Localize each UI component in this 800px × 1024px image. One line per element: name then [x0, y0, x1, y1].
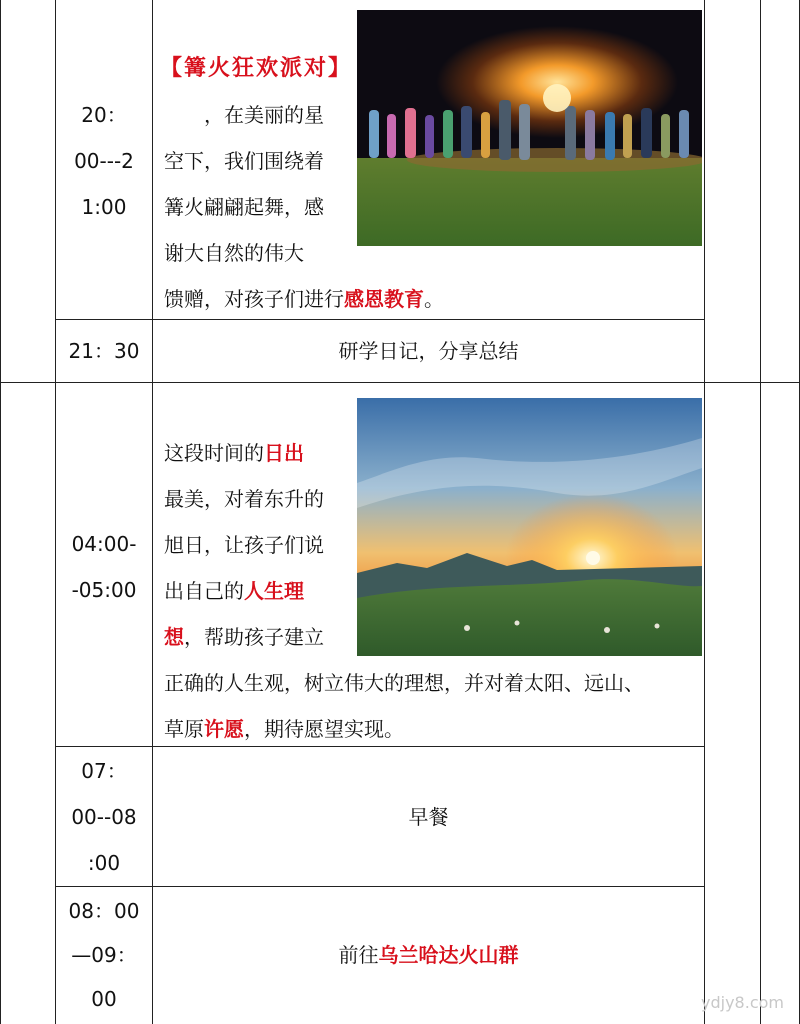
time-volcano-3: 00: [91, 987, 117, 1011]
sunrise-text-1a: 这段时间的: [164, 441, 264, 465]
row-border-breakfast-bottom: [55, 886, 704, 887]
time-campfire-2: 00---2: [74, 149, 134, 173]
sunrise-text-3: 旭日，让孩子们说: [164, 533, 324, 557]
watermark: ydjy8.com: [701, 993, 784, 1012]
sunrise-text-1: [164, 430, 304, 476]
volcano-text: [153, 932, 704, 978]
sunrise-highlight-3: 许愿: [204, 717, 244, 741]
time-column-border: [152, 0, 153, 1024]
sunrise-highlight-2a: 人生理: [244, 579, 304, 603]
row-border-day-top: [0, 382, 800, 383]
campfire-text-1: ，在美丽的星: [204, 103, 324, 127]
diary-text: 研学日记，分享总结: [338, 339, 519, 363]
campfire-text-4: 谢大自然的伟大: [164, 241, 304, 265]
sunrise-highlight-1: 日出: [264, 441, 304, 465]
time-campfire-1: 20：: [81, 103, 127, 127]
volcano-highlight: 乌兰哈达火山群: [378, 943, 519, 967]
campfire-text-2: 空下，我们围绕着: [164, 149, 324, 173]
campfire-text-5b: 。: [424, 287, 444, 311]
campfire-text-3: 篝火翩翩起舞，感: [164, 195, 324, 219]
sunrise-text-4a: 出自己的: [164, 579, 244, 603]
sunrise-text-2: 最美，对着东升的: [164, 487, 324, 511]
breakfast-text: 早餐: [408, 805, 449, 829]
time-volcano-1: 08：00: [68, 899, 140, 923]
time-breakfast-3: :00: [87, 851, 121, 875]
sunrise-text-7: [164, 706, 404, 752]
campfire-text-5: [164, 276, 444, 322]
sunrise-text-6: 正确的人生观，树立伟大的理想，并对着太阳、远山、: [164, 671, 644, 695]
sunrise-text-5: [164, 614, 324, 660]
sunrise-text-7b: ，期待愿望实现。: [244, 717, 404, 741]
sunrise-text-5a: ，帮助孩子建立: [184, 625, 324, 649]
table-border-left: [0, 0, 1, 1024]
time-volcano-2: —09：: [71, 943, 137, 967]
time-campfire-3: 1:00: [81, 195, 127, 219]
time-sunrise-1: 04:00-: [71, 532, 137, 556]
time-diary: 21：30: [68, 339, 140, 363]
time-breakfast-2: 00--08: [71, 805, 137, 829]
time-sunrise-2: -05:00: [71, 578, 137, 602]
content-column-border: [704, 0, 705, 1024]
sunrise-text-4: [164, 568, 304, 614]
campfire-photo: [357, 10, 702, 246]
campfire-highlight: 感恩教育: [344, 287, 424, 311]
campfire-title: 【篝火狂欢派对】: [160, 56, 353, 81]
sunrise-highlight-2b: 想: [164, 625, 184, 649]
time-breakfast-1: 07：: [81, 759, 127, 783]
campfire-text-5a: 馈赠，对孩子们进行: [164, 287, 344, 311]
sunrise-photo: [357, 398, 702, 656]
volcano-text-prefix: 前往: [338, 943, 379, 967]
extra-column-border: [760, 0, 761, 1024]
sunrise-text-7a: 草原: [164, 717, 204, 741]
